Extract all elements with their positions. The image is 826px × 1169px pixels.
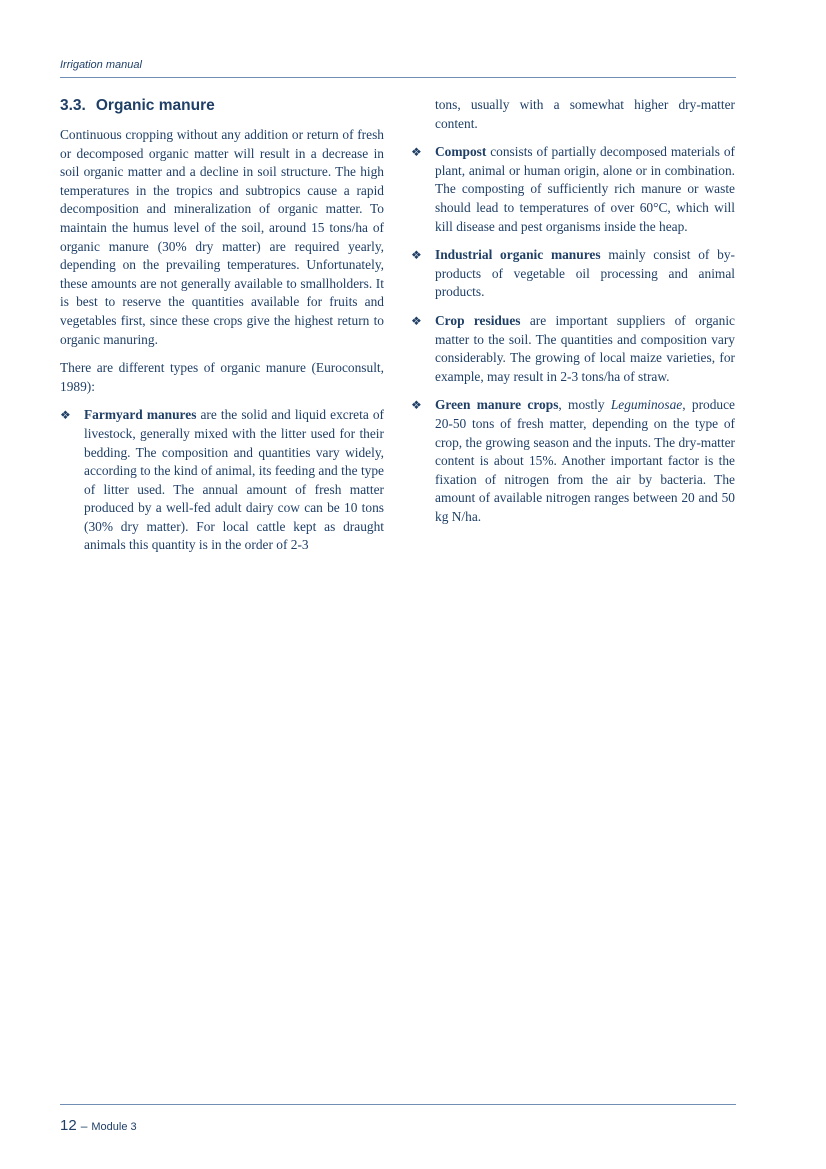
page-footer xyxy=(60,1117,137,1135)
diamond-bullet-icon: ❖ xyxy=(411,313,422,328)
diamond-bullet-icon: ❖ xyxy=(411,398,422,413)
list-item-crop-residues xyxy=(411,312,735,386)
intro-paragraph: Continuous cropping without any addition or return of fresh or decomposed organic matter will result in a decrease in soil organic matter and a decline in soil structure. The high temperatures in the tropics and subtropics cause a rapid decomposition and mineralization of organic matter. To maintain the humus level of the soil, around 15 tons/ha of organic manure (30% dry matter) are required yearly, depending on the prevailing temperatures. Unfortunately, these amounts are not generally available to smallholders. It is best to reserve the quantities available for fruits and vegetables first, since these crops give the highest return to organic manuring. xyxy=(60,127,384,347)
list-item-compost xyxy=(411,143,735,236)
diamond-bullet-icon: ❖ xyxy=(411,145,422,160)
page-number: 12 xyxy=(60,1117,77,1134)
types-paragraph: There are different types of organic manure (Euroconsult, 1989): xyxy=(60,360,384,394)
footer-rule xyxy=(60,1104,736,1105)
item-term: Green manure crops xyxy=(435,397,559,413)
item-term: Industrial organic manures xyxy=(435,247,601,263)
list-item-industrial xyxy=(411,246,735,302)
item-text: are the solid and liquid excreta of livestock, generally mixed with the litter used for their bedding. The composition and quantities vary widely, according to the kind of animal, its feeding and the type of litter used. The annual amount of fresh matter produced by a well-fed adult dairy cow can be 10 tons (30% dry matter). For local cattle kept as draught animals this quantity is in the order of 2-3 xyxy=(84,407,384,553)
item-term: Crop residues xyxy=(435,312,521,328)
list-item-green-manure xyxy=(411,396,735,526)
item-term: Compost xyxy=(435,144,487,160)
right-column xyxy=(411,96,735,536)
running-header: Irrigation manual xyxy=(60,59,142,71)
item-term: Farmyard manures xyxy=(84,407,197,423)
header-rule xyxy=(60,77,736,78)
section-heading xyxy=(60,96,384,116)
diamond-bullet-icon: ❖ xyxy=(60,408,71,423)
item-text: mainly consist of by-products of vegetable oil processing and animal products. xyxy=(435,247,735,300)
farmyard-continuation: tons, usually with a somewhat higher dry-matter content. xyxy=(435,97,735,131)
section-number: 3.3. xyxy=(60,97,86,114)
section-title: Organic manure xyxy=(95,97,215,114)
item-text: , produce 20-50 tons of fresh matter, depending on the type of crop, the growing season and the inputs. The dry-matter content is about 15%. Another important factor is the fixation of nitrogen from the air by bacteria. The amount of available nitrogen ranges between 20 and 50 kg N/ha. xyxy=(435,397,735,524)
diamond-bullet-icon: ❖ xyxy=(411,248,422,263)
list-item-farmyard xyxy=(60,406,384,555)
item-text: , mostly xyxy=(558,397,611,413)
module-label: Module 3 xyxy=(91,1121,137,1133)
item-text: consists of partially decomposed materials of plant, animal or human origin, alone or in combination. The composting of sufficiently rich manure or waste should lead to temperatures of over 60°C, which will kill disease and pest organisms inside the heap. xyxy=(435,144,735,234)
footer-separator: – xyxy=(80,1119,88,1133)
left-column xyxy=(60,96,384,565)
taxon-name: Leguminosae xyxy=(610,397,683,413)
item-text: are important suppliers of organic matter to the soil. The quantities and composition vary considerably. The growing of local maize varieties, for example, may result in 2-3 tons/ha of straw. xyxy=(435,312,735,384)
